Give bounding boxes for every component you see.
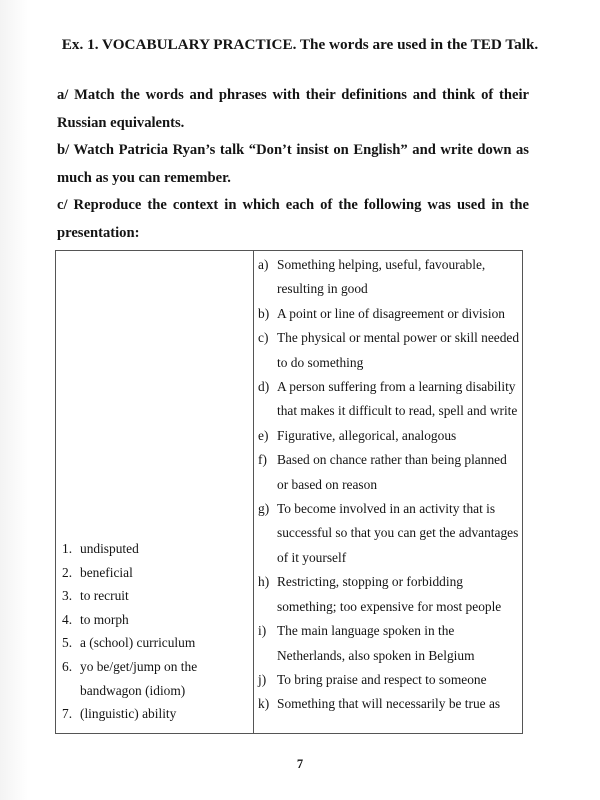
definitions-column: [254, 251, 522, 733]
definition-item: [258, 570, 520, 619]
instruction-c: c/ Reproduce the context in which each of the following was used in the presentation:: [57, 197, 529, 241]
instructions: [57, 82, 529, 248]
word-item: [62, 631, 212, 655]
word-number: 1.: [62, 541, 73, 556]
word-number: 7.: [62, 706, 73, 722]
definition-text: A person suffering from a learning disability that makes it difficult to read, spell and write: [277, 379, 518, 419]
definition-text: Something that will necessarily be true as: [277, 696, 501, 712]
definition-text: To bring praise and respect to someone: [277, 671, 487, 687]
word-item: [62, 702, 212, 726]
word-text: to recruit: [80, 588, 129, 604]
definition-text: Based on chance rather than being planned or based on reason: [277, 452, 507, 492]
definition-item: [258, 302, 520, 326]
definition-letter: j): [258, 671, 267, 687]
definition-item: [258, 424, 520, 448]
word-number: 3.: [62, 588, 73, 604]
definition-letter: a): [258, 257, 269, 272]
definition-item: [258, 668, 520, 692]
definition-item: [258, 375, 520, 424]
word-text: to morph: [80, 611, 129, 627]
definition-letter: f): [258, 452, 267, 468]
definition-text: The physical or mental power or skill needed to do something: [277, 330, 520, 370]
definition-letter: h): [258, 574, 270, 590]
definition-letter: c): [258, 330, 269, 346]
definition-item: [258, 253, 520, 302]
definition-letter: i): [258, 623, 267, 639]
definition-text: The main language spoken in the Netherlands, also spoken in Belgium: [277, 623, 475, 663]
word-item: [62, 537, 212, 561]
definition-item: [258, 619, 520, 668]
definition-item: [258, 692, 520, 716]
word-item: [62, 608, 212, 632]
definition-letter: g): [258, 501, 270, 517]
definition-item: [258, 326, 520, 375]
word-text: beneficial: [80, 564, 133, 580]
words-list: [62, 537, 212, 726]
definition-text: Figurative, allegorical, analogous: [277, 427, 457, 443]
page-number: 7: [296, 757, 304, 771]
word-item: [62, 655, 212, 702]
word-item: [62, 561, 212, 585]
definition-letter: e): [258, 427, 269, 443]
word-item: [62, 584, 212, 608]
word-text: (linguistic) ability: [80, 706, 177, 722]
word-number: 2.: [62, 564, 73, 580]
word-number: 4.: [62, 611, 73, 627]
definition-letter: k): [258, 696, 270, 712]
instruction-b: b/ Watch Patricia Ryan’s talk “Don’t insist on English” and write down as much as you can remember.: [57, 142, 529, 186]
exercise-title: Ex. 1. VOCABULARY PRACTICE. The words are used in the TED Talk.: [61, 36, 539, 53]
definition-letter: d): [258, 379, 270, 395]
vocabulary-table: [55, 250, 523, 734]
definition-letter: b): [258, 305, 270, 321]
page-edge-shadow: [0, 0, 28, 800]
definition-item: [258, 497, 520, 570]
instruction-a: a/ Match the words and phrases with their definitions and think of their Russian equivalents.: [57, 87, 529, 131]
definition-text: Something helping, useful, favourable, resulting in good: [277, 257, 486, 297]
definition-item: [258, 448, 520, 497]
word-number: 6.: [62, 658, 73, 674]
word-text: a (school) curriculum: [80, 635, 196, 651]
word-number: 5.: [62, 635, 73, 651]
definition-text: A point or line of disagreement or division: [277, 305, 505, 321]
word-text: undisputed: [80, 541, 139, 556]
words-column: [56, 251, 254, 733]
definition-text: Restricting, stopping or forbidding something; too expensive for most people: [277, 574, 502, 614]
word-text: yo be/get/jump on the bandwagon (idiom): [80, 658, 198, 698]
definitions-list: [258, 253, 520, 717]
definition-text: To become involved in an activity that is successful so that you can get the advantages of it yourself: [277, 501, 519, 565]
